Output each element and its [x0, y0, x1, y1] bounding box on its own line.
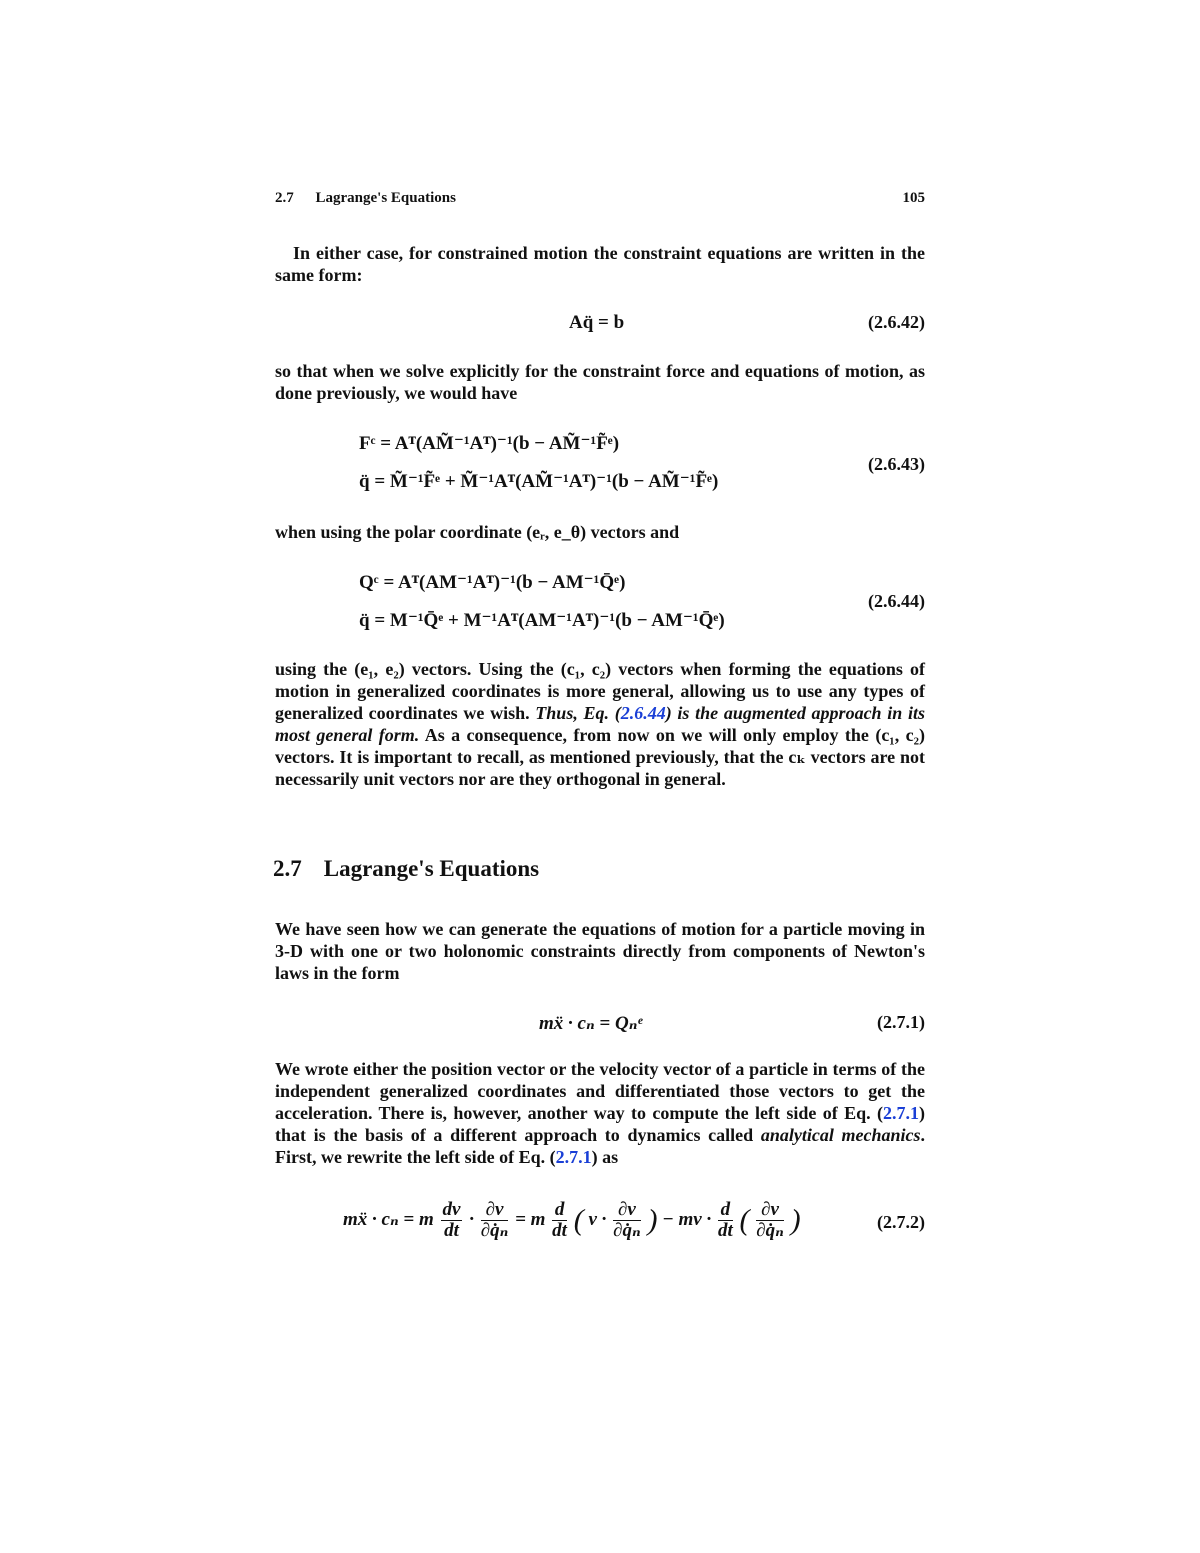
denominator: dt [444, 1220, 459, 1241]
running-head [275, 190, 925, 207]
section-number: 2.7 [273, 856, 302, 881]
paragraph-6-text-b: ) that is the basis of a different approach to dynamics called [275, 1103, 925, 1145]
equation-2-6-42 [275, 310, 925, 350]
paragraph-6-text-c: . First, we rewrite the left side of Eq. ( [275, 1125, 925, 1167]
section-heading [273, 856, 539, 882]
paragraph-4 [275, 658, 925, 790]
equation-expression: mẍ · cₙ = Qₙᵉ [539, 1013, 643, 1034]
equation-line-1: Qᶜ = Aᵀ(AM⁻¹Aᵀ)⁻¹(b − AM⁻¹Q̄ᵉ) [359, 572, 626, 593]
denominator: dt [717, 1220, 733, 1241]
denominator: ∂q̇ₙ [756, 1220, 784, 1241]
numerator: d [552, 1200, 567, 1221]
paragraph-6 [275, 1058, 925, 1168]
equation-2-7-2 [275, 1196, 925, 1256]
equation-link-2-7-1-first[interactable]: 2.7.1 [883, 1103, 919, 1123]
equation-number: (2.6.43) [868, 454, 925, 474]
left-paren-2: ( [739, 1203, 750, 1237]
fraction-dv-dq-2 [613, 1200, 641, 1241]
right-paren: ) [647, 1203, 658, 1237]
section-title: Lagrange's Equations [323, 856, 540, 881]
right-paren-2: ) [790, 1203, 801, 1237]
paragraph-1: In either case, for constrained motion the constraint equations are written in the same form: [275, 243, 925, 285]
paragraph-2: so that when we solve explicitly for the constraint force and equations of motion, as done previously, we would have [275, 361, 925, 403]
equals-m: = m [515, 1208, 546, 1230]
equation-line-2: q̈ = M⁻¹Q̄ᵉ + M⁻¹Aᵀ(AM⁻¹Aᵀ)⁻¹(b − AM⁻¹Q̄ᵉ) [359, 610, 725, 631]
numerator: dv [442, 1199, 461, 1220]
fraction-d-dt [552, 1200, 567, 1241]
equation-number: (2.6.42) [868, 312, 925, 332]
numerator: ∂v [756, 1200, 784, 1221]
equation-expression: Aq̈ = b [569, 312, 625, 333]
paragraph-4-text-a: using the (e₁, e₂) vectors. Using the (c₁, c₂) vectors when forming the equations of motion in generalized coordinates is more general, allowing us to use any types of generalized coordinates we wish. [275, 659, 925, 723]
denominator: ∂q̇ₙ [480, 1220, 509, 1241]
equation-2-6-44 [275, 571, 925, 641]
denominator: dt [552, 1220, 567, 1241]
eq-lhs: mẍ · cₙ = m [343, 1208, 434, 1230]
paragraph-4-italic-c: ) is the augmented approach in its most general form. [275, 703, 925, 745]
equation-link-2-6-44[interactable]: 2.6.44 [620, 703, 666, 723]
paragraph-6-italic-term: analytical mechanics [760, 1125, 921, 1145]
numerator: ∂v [613, 1200, 641, 1221]
paragraph-6-text-d: ) as [591, 1147, 619, 1167]
equation-number: (2.6.44) [868, 591, 925, 611]
paragraph-5: We have seen how we can generate the equations of motion for a particle moving in 3-D with one or two holonomic constraints directly from components of Newton's laws in the form [275, 919, 925, 983]
equation-number: (2.7.1) [877, 1012, 925, 1032]
fraction-dv-dq [481, 1200, 509, 1241]
fraction-d-dt-2 [718, 1200, 733, 1241]
running-head-title-group [275, 190, 456, 207]
fraction-dv-dq-3 [756, 1200, 784, 1241]
denominator: ∂q̇ₙ [613, 1220, 641, 1241]
running-head-title: Lagrange's Equations [315, 190, 456, 206]
paragraph-3: when using the polar coordinate (eᵣ, e_θ) vectors and [275, 522, 680, 542]
minus-mv: − mv · [662, 1208, 712, 1230]
equation-2-6-43 [275, 432, 925, 502]
equation-link-2-7-1-second[interactable]: 2.7.1 [555, 1147, 592, 1167]
dot-operator: · [469, 1208, 474, 1230]
page-number: 105 [902, 190, 925, 206]
numerator: ∂v [481, 1200, 509, 1221]
equation-line-1: Fᶜ = Aᵀ(AM̃⁻¹Aᵀ)⁻¹(b − AM̃⁻¹F̃ᵉ) [359, 433, 620, 454]
paragraph-4-text-d: As a consequence, from now on we will only employ the (c₁, c₂) vectors. It is important to recall, as mentioned previously, that the cₖ vectors are not necessarily unit vectors nor are they orthogonal in general. [275, 725, 925, 789]
paragraph-6-text-a: We wrote either the position vector or the velocity vector of a particle in terms of the independent generalized coordinates and differentiated those vectors to get the acceleration. There is, however, another way to compute the left side of Eq. ( [275, 1059, 925, 1123]
equation-number: (2.7.2) [877, 1212, 925, 1232]
fraction-dv-dt [441, 1200, 463, 1241]
equation-line-2: q̈ = M̃⁻¹F̃ᵉ + M̃⁻¹Aᵀ(AM̃⁻¹Aᵀ)⁻¹(b − AM̃⁻¹F̃ᵉ) [359, 471, 719, 492]
equation-2-7-1 [275, 1010, 925, 1050]
numerator: d [718, 1200, 733, 1221]
paragraph-4-italic-b: Thus, Eq. ( [535, 703, 621, 723]
v-dot: v · [588, 1208, 607, 1230]
running-head-section: 2.7 [275, 190, 294, 206]
left-paren: ( [573, 1203, 584, 1237]
equation-expression [343, 1200, 801, 1241]
